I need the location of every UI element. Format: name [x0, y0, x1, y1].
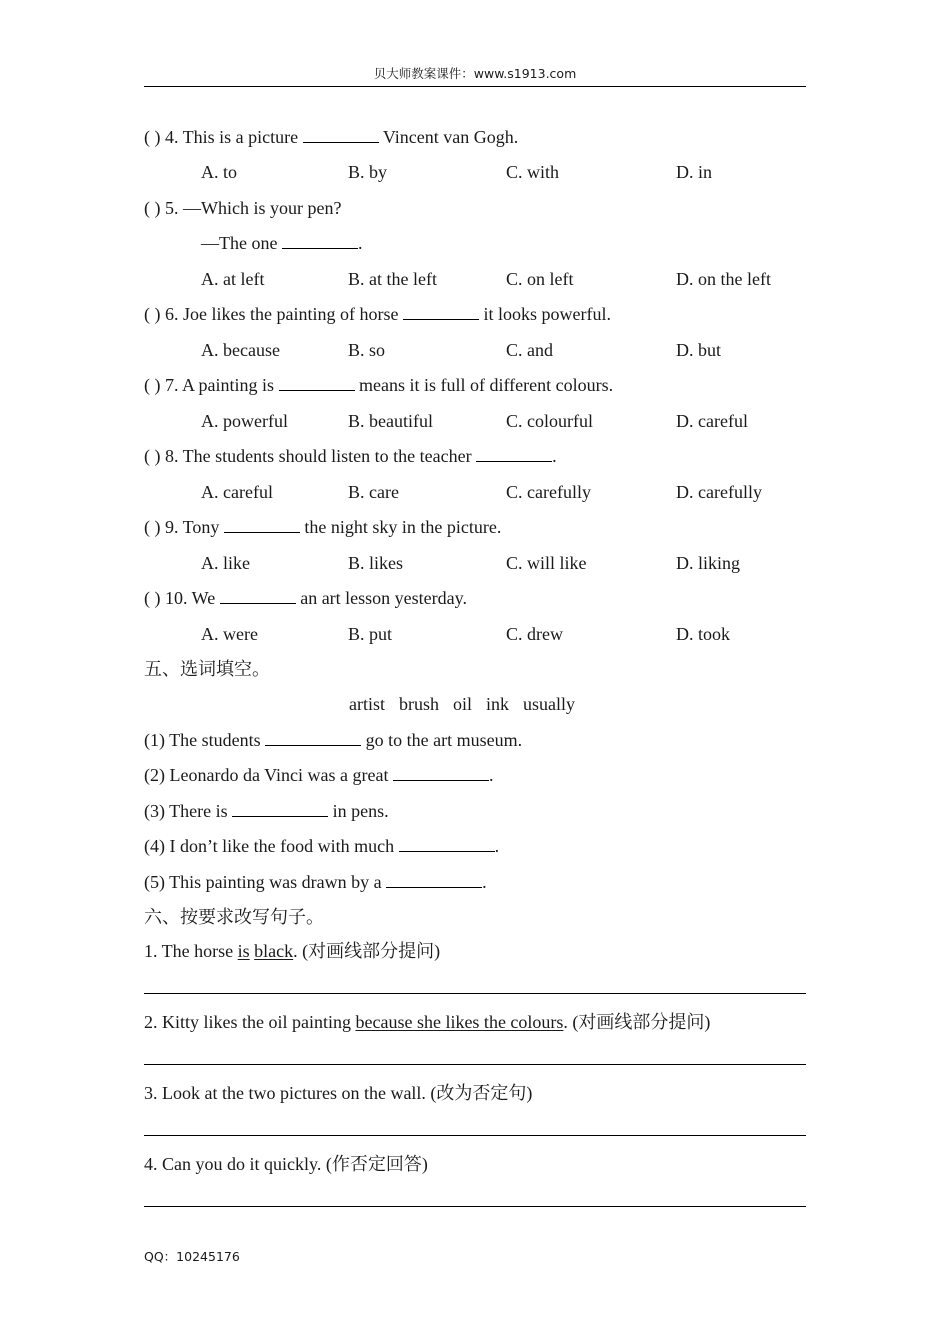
question-text: ( ) 4. This is a picture	[144, 127, 303, 147]
option-b[interactable]: B. beautiful	[348, 411, 433, 431]
answer-blank[interactable]	[282, 232, 358, 249]
item-text: .	[482, 872, 487, 892]
option-d[interactable]: D. carefully	[676, 482, 762, 502]
option-c[interactable]: C. drew	[506, 624, 563, 644]
answer-blank[interactable]	[265, 729, 361, 746]
page-header: 贝大师教案课件：www.s1913.com	[144, 64, 806, 87]
option-b[interactable]: B. care	[348, 482, 399, 502]
item-text: (1) The students	[144, 730, 266, 750]
item-text: 1. The horse	[144, 941, 238, 961]
answer-blank[interactable]	[220, 587, 296, 604]
underlined-text: because she likes the colours	[355, 1012, 564, 1032]
item-text: .	[494, 836, 500, 856]
item-text: in pens.	[328, 801, 389, 821]
answer-line[interactable]	[144, 1064, 806, 1065]
option-d[interactable]: D. liking	[676, 553, 741, 573]
fill-item-3	[144, 800, 389, 822]
question-6	[144, 303, 611, 325]
answer-line[interactable]	[144, 1135, 806, 1136]
item-text: (5) This painting was drawn by a	[144, 872, 387, 892]
answer-blank[interactable]	[279, 374, 355, 391]
question-text: —The one	[201, 233, 282, 253]
word-bank-item: ink	[486, 694, 510, 714]
fill-item-2	[144, 764, 494, 786]
option-c[interactable]: C. colourful	[506, 411, 593, 431]
option-d[interactable]: D. on the left	[676, 269, 771, 289]
option-d[interactable]: D. in	[676, 162, 712, 182]
answer-blank[interactable]	[403, 303, 479, 320]
rewrite-item-4: 4. Can you do it quickly. (作否定回答)	[144, 1154, 428, 1174]
option-a[interactable]: A. were	[201, 624, 258, 644]
answer-line[interactable]	[144, 1206, 806, 1207]
option-b[interactable]: B. at the left	[348, 269, 437, 289]
question-text: ( ) 6. Joe likes the painting of horse	[144, 304, 403, 324]
page-footer: QQ：10245176	[144, 1249, 240, 1264]
answer-blank[interactable]	[393, 764, 489, 781]
underlined-text: black	[254, 941, 294, 961]
option-a[interactable]: A. because	[201, 340, 280, 360]
question-4	[144, 126, 518, 148]
answer-blank[interactable]	[399, 835, 495, 852]
question-text: ( ) 7. A painting is	[144, 375, 279, 395]
option-a[interactable]: A. like	[201, 553, 250, 573]
answer-line[interactable]	[144, 993, 806, 994]
option-c[interactable]: C. carefully	[506, 482, 591, 502]
fill-item-5	[144, 871, 487, 893]
item-text: . (对画线部分提问)	[293, 941, 441, 961]
option-c[interactable]: C. and	[506, 340, 553, 360]
option-c[interactable]: C. with	[506, 162, 560, 182]
rewrite-item-2	[144, 1011, 710, 1033]
question-8	[144, 445, 557, 467]
answer-blank[interactable]	[303, 126, 379, 143]
section-5-title: 五、选词填空。	[144, 659, 270, 679]
item-text: . (对画线部分提问)	[563, 1012, 711, 1032]
word-bank-item: usually	[523, 694, 576, 714]
word-bank-item: artist	[349, 694, 385, 714]
question-5: ( ) 5. —Which is your pen?	[144, 198, 342, 218]
question-text: it looks powerful.	[478, 304, 611, 324]
fill-item-1	[144, 729, 522, 751]
question-text: .	[552, 446, 557, 466]
item-text: (4) I don’t like the food with much	[144, 836, 399, 856]
question-text: ( ) 10. We	[144, 588, 220, 608]
section-6-title: 六、按要求改写句子。	[144, 907, 324, 927]
item-text: 2. Kitty likes the oil painting	[144, 1012, 356, 1032]
answer-blank[interactable]	[224, 516, 300, 533]
fill-item-4	[144, 835, 499, 857]
option-b[interactable]: B. so	[348, 340, 386, 360]
question-text: .	[357, 233, 363, 253]
word-bank	[349, 693, 575, 715]
option-d[interactable]: D. careful	[676, 411, 748, 431]
question-text: ( ) 8. The students should listen to the teacher	[144, 446, 477, 466]
answer-blank[interactable]	[232, 800, 328, 817]
question-10	[144, 587, 467, 609]
word-bank-item: brush	[399, 694, 439, 714]
answer-blank[interactable]	[386, 871, 482, 888]
question-9	[144, 516, 501, 538]
option-a[interactable]: A. powerful	[201, 411, 288, 431]
underlined-text: is	[237, 941, 250, 961]
option-d[interactable]: D. took	[676, 624, 730, 644]
rewrite-item-1	[144, 940, 440, 962]
option-b[interactable]: B. likes	[348, 553, 404, 573]
item-text: go to the art museum.	[361, 730, 523, 750]
option-b[interactable]: B. put	[348, 624, 393, 644]
question-text: Vincent van Gogh.	[378, 127, 519, 147]
option-d[interactable]: D. but	[676, 340, 721, 360]
option-a[interactable]: A. at left	[201, 269, 265, 289]
answer-blank[interactable]	[476, 445, 552, 462]
question-text: means it is full of different colours.	[354, 375, 614, 395]
word-bank-item: oil	[453, 694, 473, 714]
question-text: an art lesson yesterday.	[295, 588, 467, 608]
option-b[interactable]: B. by	[348, 162, 388, 182]
question-text: the night sky in the picture.	[299, 517, 502, 537]
rewrite-item-3: 3. Look at the two pictures on the wall. (改为否定句)	[144, 1083, 533, 1103]
question-7	[144, 374, 613, 396]
item-text: (2) Leonardo da Vinci was a great	[144, 765, 393, 785]
question-5-response	[201, 232, 362, 254]
option-a[interactable]: A. to	[201, 162, 237, 182]
option-c[interactable]: C. on left	[506, 269, 574, 289]
question-text: ( ) 9. Tony	[144, 517, 224, 537]
option-c[interactable]: C. will like	[506, 553, 587, 573]
option-a[interactable]: A. careful	[201, 482, 273, 502]
item-text: .	[489, 765, 494, 785]
item-text: (3) There is	[144, 801, 233, 821]
